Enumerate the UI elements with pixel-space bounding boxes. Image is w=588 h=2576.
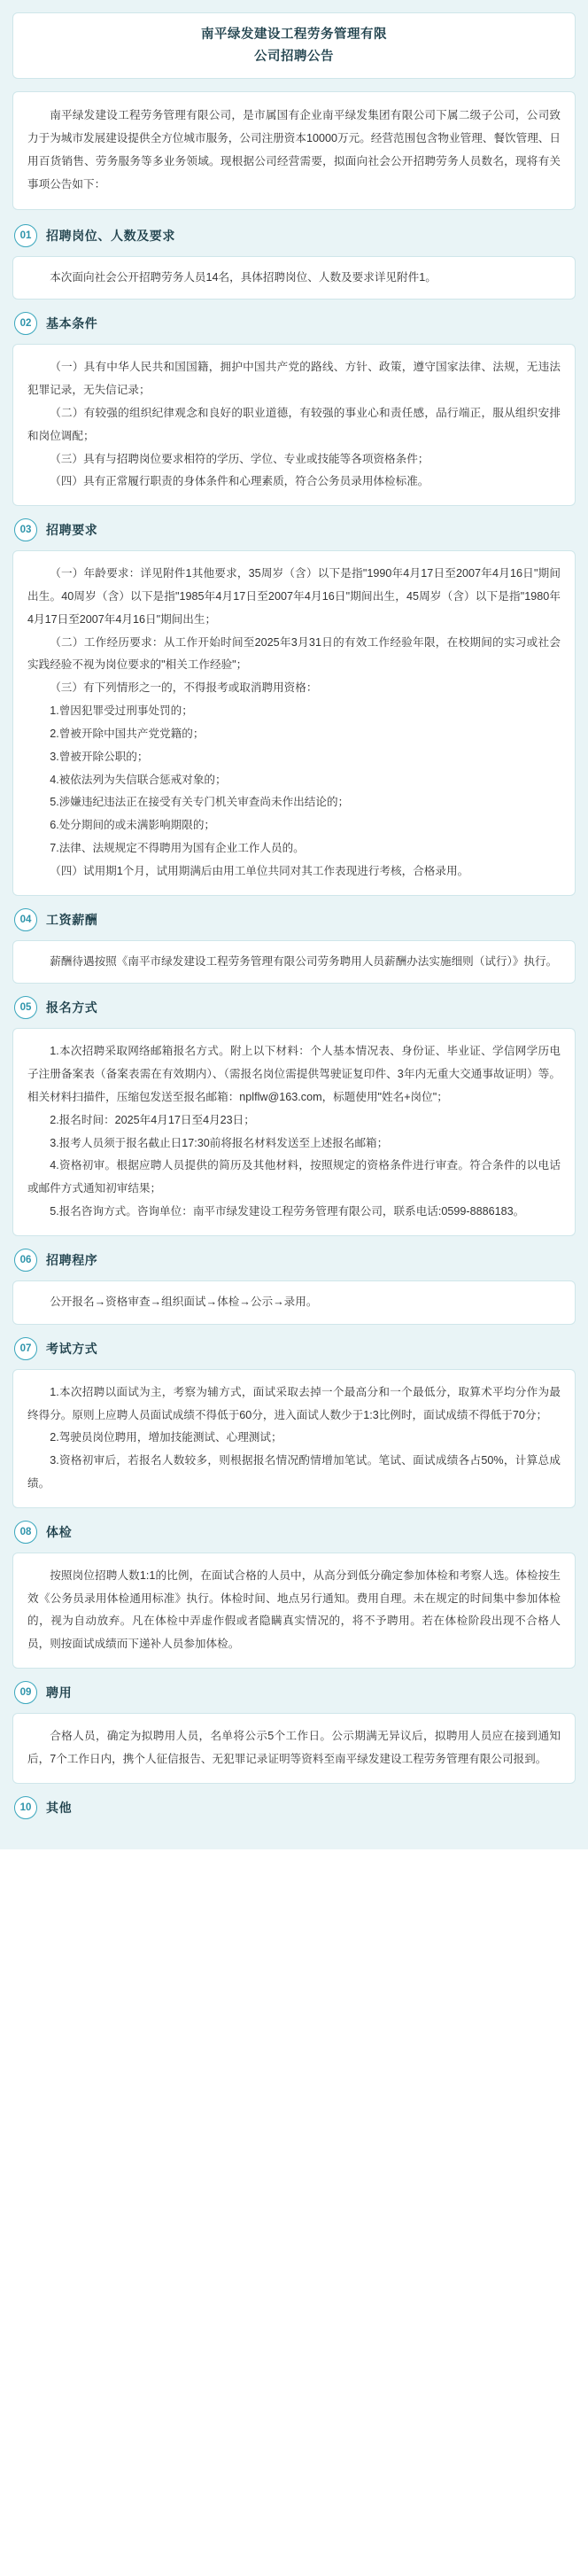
section-06-title: 招聘程序: [46, 1252, 98, 1267]
section-07-title: 考试方式: [46, 1341, 98, 1356]
section-05-paragraph-1: 1.本次招聘采取网络邮箱报名方式。附上以下材料：个人基本情况表、身份证、毕业证、学信网学历电子注册备案表（备案表需在有效期内）、（需报名岗位需提供驾驶证复印件、3年内无重大交通事故证明）等。相关材料扫描件，压缩包发送至报名邮箱：nplflw@163.com，标题使用"姓名+岗位"；: [27, 1045, 561, 1104]
section-08-body: [12, 1553, 576, 1669]
section-01-body: [12, 256, 576, 300]
section-01-title: 招聘岗位、人数及要求: [46, 228, 175, 243]
intro-text: [27, 105, 561, 196]
section-05-header: [12, 996, 576, 1019]
section-03-paragraph-2: （二）工作经历要求：从工作开始时间至2025年3月31日的有效工作经验年限，在校期间的实习或社会实践经验不视为岗位要求的"相关工作经验"；: [27, 635, 561, 672]
section-03-number: 03: [14, 518, 37, 541]
section-10-number: 10: [14, 1796, 37, 1819]
section-09-number: 09: [14, 1681, 37, 1704]
section-02-header: [12, 312, 576, 335]
section-02-paragraph-3: （三）具有与招聘岗位要求相符的学历、学位、专业或技能等各项资格条件；: [50, 452, 429, 465]
section-01-header: [12, 224, 576, 247]
section-02: [12, 312, 576, 506]
section-06-paragraph-1: 公开报名→资格审查→组织面试→体检→公示→录用。: [50, 1295, 318, 1308]
section-03-item-4: 4.被依法列为失信联合惩戒对象的；: [50, 773, 227, 786]
section-06-number: 06: [14, 1249, 37, 1272]
section-07-header: [12, 1337, 576, 1360]
section-08: [12, 1521, 576, 1669]
intro-paragraph: 南平绿发建设工程劳务管理有限公司，是市属国有企业南平绿发集团有限公司下属二级子公司，公司致力于为城市发展建设提供全方位城市服务，公司注册资本10000万元。经营范围包含物业管理、餐饮管理、日用百货销售、劳务服务等多业务领域。现根据公司经营需要，拟面向社会公开招聘劳务人员数名，现将有关事项公告如下：: [27, 109, 561, 191]
section-07-paragraph-1: 1.本次招聘以面试为主，考察为辅方式，面试采取去掉一个最高分和一个最低分，取算术平均分作为最终得分。原则上应聘人员面试成绩不得低于60分，进入面试人数少于1:3比例时，面试成绩不得低于70分；: [27, 1385, 561, 1421]
section-07-paragraph-3: 3.资格初审后，若报名人数较多，则根据报名情况酌情增加笔试。笔试、面试成绩各占50%，计算总成绩。: [27, 1454, 561, 1490]
section-03-paragraph-1: （一）年龄要求：详见附件1其他要求，35周岁（含）以下是指"1990年4月17日至2007年4月16日"期间出生。40周岁（含）以下是指"1985年4月17日至2007年4月16日"期间出生，45周岁（含）以下是指"1980年4月17日至2007年4月16日"期间出生；: [27, 567, 561, 626]
page-title-line-2: 公司招聘公告: [254, 49, 334, 64]
section-04-number: 04: [14, 908, 37, 931]
section-03-item-5: 5.涉嫌违纪违法正在接受有关专门机关审查尚未作出结论的；: [50, 796, 350, 809]
section-05-paragraph-2: 2.报名时间：2025年4月17日至4月23日；: [50, 1113, 255, 1126]
section-07-number: 07: [14, 1337, 37, 1360]
section-05-paragraph-4: 4.资格初审。根据应聘人员提供的简历及其他材料，按照规定的资格条件进行审查。符合条件的以电话或邮件方式通知初审结果；: [27, 1159, 561, 1195]
section-02-number: 02: [14, 312, 37, 335]
section-03-header: [12, 518, 576, 541]
page-title-line-1: 南平绿发建设工程劳务管理有限: [201, 27, 387, 42]
section-06-header: [12, 1249, 576, 1272]
title-card: [12, 12, 576, 79]
section-02-paragraph-1: （一）具有中华人民共和国国籍，拥护中国共产党的路线、方针、政策，遵守国家法律、法规，无违法犯罪记录，无失信记录；: [27, 361, 561, 397]
section-05-body: [12, 1028, 576, 1236]
section-10-header: [12, 1796, 576, 1819]
section-06: [12, 1249, 576, 1325]
intro-card: [12, 91, 576, 209]
section-03-item-6: 6.处分期间的或未满影响期限的；: [50, 819, 216, 832]
section-03-item-1: 1.曾因犯罪受过刑事处罚的；: [50, 704, 193, 718]
section-03-item-7: 7.法律、法规规定不得聘用为国有企业工作人员的。: [50, 841, 305, 854]
section-09: [12, 1681, 576, 1784]
section-03-item-3: 3.曾被开除公职的；: [50, 750, 149, 763]
section-07-body: [12, 1369, 576, 1508]
section-10: [12, 1796, 576, 1819]
section-03-paragraph-3: （三）有下列情形之一的，不得报考或取消聘用资格：: [50, 681, 318, 695]
section-04-header: [12, 908, 576, 931]
section-08-title: 体检: [46, 1524, 73, 1539]
section-10-title: 其他: [46, 1800, 73, 1815]
section-04-title: 工资薪酬: [46, 912, 98, 927]
section-05-paragraph-3: 3.报考人员须于报名截止日17:30前将报名材料发送至上述报名邮箱；: [50, 1136, 389, 1149]
section-09-paragraph-1: 合格人员，确定为拟聘用人员，名单将公示5个工作日。公示期满无异议后，拟聘用人员应在接到通知后，7个工作日内，携个人征信报告、无犯罪记录证明等资料至南平绿发建设工程劳务管理有限公司报到。: [27, 1730, 561, 1765]
section-05: [12, 996, 576, 1236]
section-05-paragraph-5: 5.报名咨询方式。咨询单位：南平市绿发建设工程劳务管理有限公司，联系电话:0599-8886183。: [50, 1205, 525, 1218]
section-03-paragraph-4: （四）试用期1个月，试用期满后由用工单位共同对其工作表现进行考核，合格录用。: [50, 864, 469, 877]
section-04: [12, 908, 576, 984]
section-02-body: [12, 344, 576, 506]
section-02-title: 基本条件: [46, 316, 98, 331]
section-03-item-2: 2.曾被开除中国共产党党籍的；: [50, 727, 205, 740]
section-09-title: 聘用: [46, 1685, 73, 1700]
section-05-number: 05: [14, 996, 37, 1019]
section-02-paragraph-2: （二）有较强的组织纪律观念和良好的职业道德，有较强的事业心和责任感，品行端正，服从组织安排和岗位调配；: [27, 406, 561, 442]
section-04-body: [12, 940, 576, 984]
section-01-number: 01: [14, 224, 37, 247]
section-01: [12, 224, 576, 300]
section-08-number: 08: [14, 1521, 37, 1544]
section-04-paragraph-1: 薪酬待遇按照《南平市绿发建设工程劳务管理有限公司劳务聘用人员薪酬办法实施细则（试行）》执行。: [50, 954, 558, 968]
section-07-paragraph-2: 2.驾驶员岗位聘用，增加技能测试、心理测试；: [50, 1431, 282, 1444]
section-05-title: 报名方式: [46, 1000, 98, 1016]
section-07: [12, 1337, 576, 1508]
section-03: [12, 518, 576, 895]
section-03-body: [12, 550, 576, 895]
section-02-paragraph-4: （四）具有正常履行职责的身体条件和心理素质，符合公务员录用体检标准。: [50, 475, 429, 488]
section-08-header: [12, 1521, 576, 1544]
section-09-header: [12, 1681, 576, 1704]
section-08-paragraph-1: 按照岗位招聘人数1:1的比例，在面试合格的人员中，从高分到低分确定参加体检和考察人选。体检按生效《公务员录用体检通用标准》执行。体检时间、地点另行通知。费用自理。未在规定的时间集中参加体检的，视为自动放弃。凡在体检中弄虚作假或者隐瞒真实情况的，将不予聘用。若在体检阶段出现不合格人员，则按面试成绩而下递补人员参加体检。: [27, 1568, 561, 1651]
section-03-title: 招聘要求: [46, 523, 98, 538]
section-09-body: [12, 1713, 576, 1784]
section-01-paragraph-1: 本次面向社会公开招聘劳务人员14名，具体招聘岗位、人数及要求详见附件1。: [50, 270, 437, 284]
section-06-body: [12, 1280, 576, 1325]
